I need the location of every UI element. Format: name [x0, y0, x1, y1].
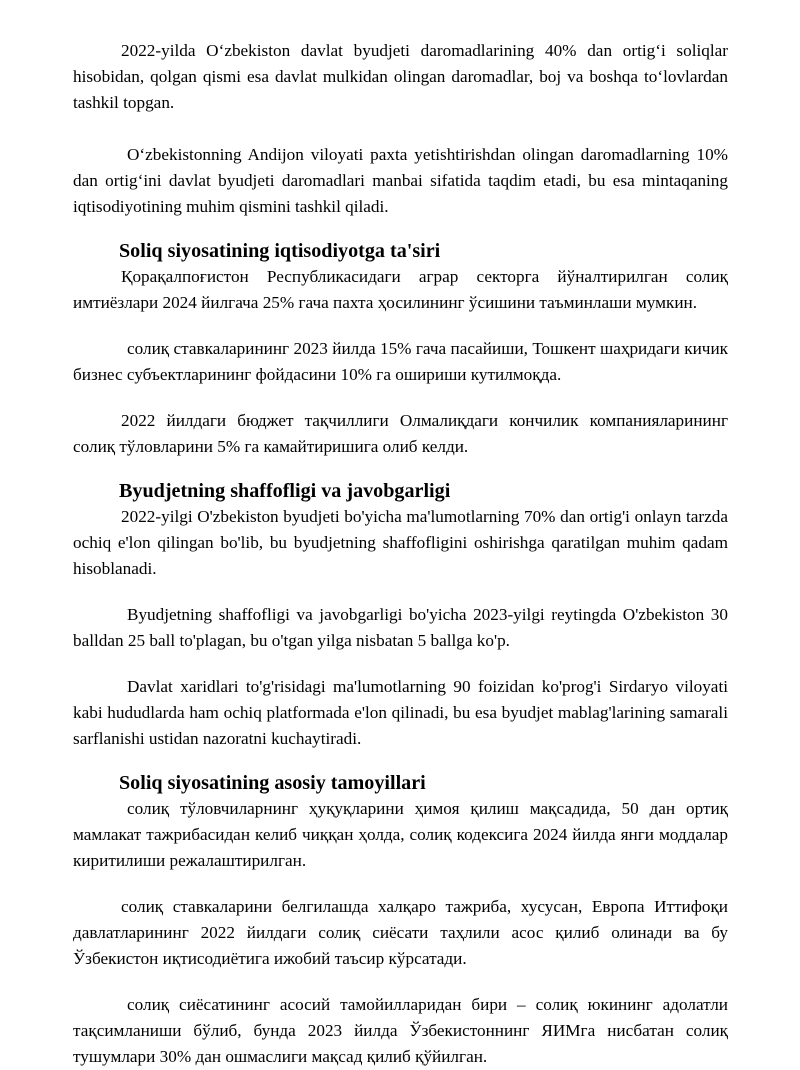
section-heading-tax-policy-impact: Soliq siyosatining iqtisodiyotga ta'siri [119, 240, 441, 262]
paragraph-tax-revenue-share: 2022-yilda O‘zbekiston davlat byudjeti daromadlarining 40% dan ortig‘i soliqlar hisobidan, qolgan qismi esa davlat mulkidan olingan daromadlar, boj va boshqa to‘lovlardan tashkil topgan. [73, 41, 728, 112]
paragraph-budget-deficit: 2022 йилдаги бюджет тақчиллиги Олмалиқдаги кончилик компанияларининг солиқ тўловларини 5% га камайтиришига олиб келди. [73, 411, 728, 456]
paragraph-taxpayer-rights: солиқ тўловчиларнинг ҳуқуқларини ҳимоя қилиш мақсадида, 50 дан ортиқ мамлакат тажрибасидан келиб чиққан ҳолда, солиқ кодексига 2024 йилда янги моддалар киритилиши режалаштирилган. [73, 799, 728, 870]
section-heading-budget-transparency: Byudjetning shaffofligi va javobgarligi [119, 480, 451, 502]
paragraph-international-experience: солиқ ставкаларини белгилашда халқаро тажриба, хусусан, Европа Иттифоқи давлатларининг 2022 йилдаги солиқ сиёсати таҳлили асос қилиб олинади ва бу Ўзбекистон иқтисодиётига ижобий таъсир кўрсатади. [73, 897, 728, 968]
paragraph-budget-online-publication: 2022-yilgi O'zbekiston byudjeti bo'yicha ma'lumotlarning 70% dan ortig'i onlayn tarzda ochiq e'lon qilingan bo'lib, bu byudjetning shaffofligini oshirishga qaratilgan muhim qadam hisoblanadi. [73, 507, 728, 578]
paragraph-tax-rate-reduction: солиқ ставкаларининг 2023 йилда 15% гача пасайиши, Тошкент шаҳридаги кичик бизнес субъектларининг фойдасини 10% га ошириши кутилмоқда. [73, 339, 728, 384]
paragraph-fair-tax-burden: солиқ сиёсатининг асосий тамойилларидан бири – солиқ юкининг адолатли тақсимланиши бўлиб, бунда 2023 йилда Ўзбекистоннинг ЯИМга нисбатан солиқ тушумлари 30% дан ошмаслиги мақсад қилиб қўйилган. [73, 995, 728, 1066]
section-heading-tax-principles: Soliq siyosatining asosiy tamoyillari [119, 772, 426, 794]
document-page [73, 38, 728, 1070]
paragraph-public-procurement: Davlat xaridlari to'g'risidagi ma'lumotlarning 90 foizidan ko'prog'i Sirdaryo viloyati kabi hududlarda ham ochiq platformada e'lon qilinadi, bu esa byudjet mablag'larining samarali sarflanishi ustidan nazoratni kuchaytiradi. [73, 677, 728, 748]
paragraph-andijan-cotton: O‘zbekistonning Andijon viloyati paxta yetishtirishdan olingan daromadlarning 10% dan ortig‘ini davlat byudjeti daromadlari manbai sifatida taqdim etadi, bu esa mintaqaning iqtisodiyotining muhim qismini tashkil qiladi. [73, 145, 728, 216]
paragraph-karakalpakstan-incentives: Қорақалпоғистон Республикасидаги аграр секторга йўналтирилган солиқ имтиёзлари 2024 йилгача 25% гача пахта ҳосилининг ўсишини таъминлаши мумкин. [73, 267, 728, 312]
paragraph-transparency-rating: Byudjetning shaffofligi va javobgarligi bo'yicha 2023-yilgi reytingda O'zbekiston 30 balldan 25 ball to'plagan, bu o'tgan yilga nisbatan 5 ballga ko'p. [73, 605, 728, 650]
